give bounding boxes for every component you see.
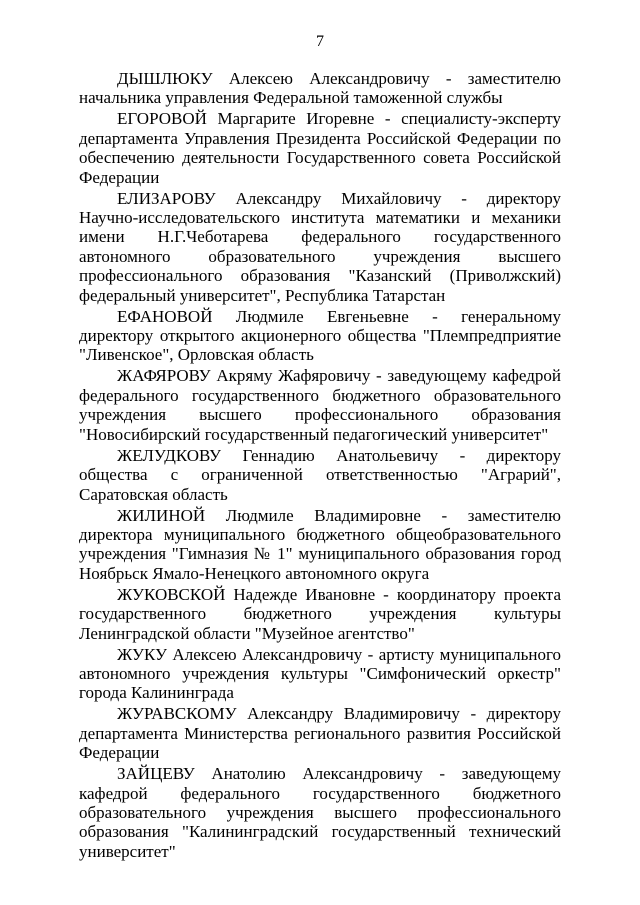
award-entry-zhilina: ЖИЛИНОЙ Людмиле Владимировне - заместителю директора муниципального бюджетного общеобразовательного учреждения "Гимназия № 1" муниципального образования город Ноябрьск Ямало-Ненецкого автономного округа bbox=[79, 505, 561, 583]
award-entry-zhuk: ЖУКУ Алексею Александровичу - артисту муниципального автономного учреждения культуры "Симфонический оркестр" города Калининграда bbox=[79, 644, 561, 703]
award-entry-zhukovskaya: ЖУКОВСКОЙ Надежде Ивановне - координатору проекта государственного бюджетного учреждения культуры Ленинградской области "Музейное агентство" bbox=[79, 584, 561, 643]
award-entry-zhuravsky: ЖУРАВСКОМУ Александру Владимировичу - директору департамента Министерства регионального развития Российской Федерации bbox=[79, 704, 561, 763]
award-entry-efanova: ЕФАНОВОЙ Людмиле Евгеньевне - генеральному директору открытого акционерного общества "Племпредприятие "Ливенское", Орловская область bbox=[79, 306, 561, 365]
award-entry-zaitsev: ЗАЙЦЕВУ Анатолию Александровичу - заведующему кафедрой федерального государственного бюджетного образовательного учреждения высшего профессионального образования "Калининградский государственный технический университет" bbox=[79, 764, 561, 861]
award-entry-elizarov: ЕЛИЗАРОВУ Александру Михайловичу - директору Научно-исследовательского института математики и механики имени Н.Г.Чеботарева федерального государственного автономного образовательного учреждения высшего профессионального образования "Казанский (Приволжский) федеральный университет", Республика Татарстан bbox=[79, 188, 561, 305]
award-entry-zheludkov: ЖЕЛУДКОВУ Геннадию Анатольевичу - директору общества с ограниченной ответственностью "Аграрий", Саратовская область bbox=[79, 445, 561, 504]
award-entry-dyshlyuk: ДЫШЛЮКУ Алексею Александровичу - заместителю начальника управления Федеральной таможенной службы bbox=[79, 69, 561, 108]
award-entry-zhafyarov: ЖАФЯРОВУ Акряму Жафяровичу - заведующему кафедрой федерального государственного бюджетного образовательного учреждения высшего профессионального образования "Новосибирский государственный педагогический университет" bbox=[79, 366, 561, 444]
page-number: 7 bbox=[316, 33, 324, 50]
award-entry-egorova: ЕГОРОВОЙ Маргарите Игоревне - специалисту-эксперту департамента Управления Президента Российской Федерации по обеспечению деятельности Государственного совета Российской Федерации bbox=[79, 109, 561, 187]
